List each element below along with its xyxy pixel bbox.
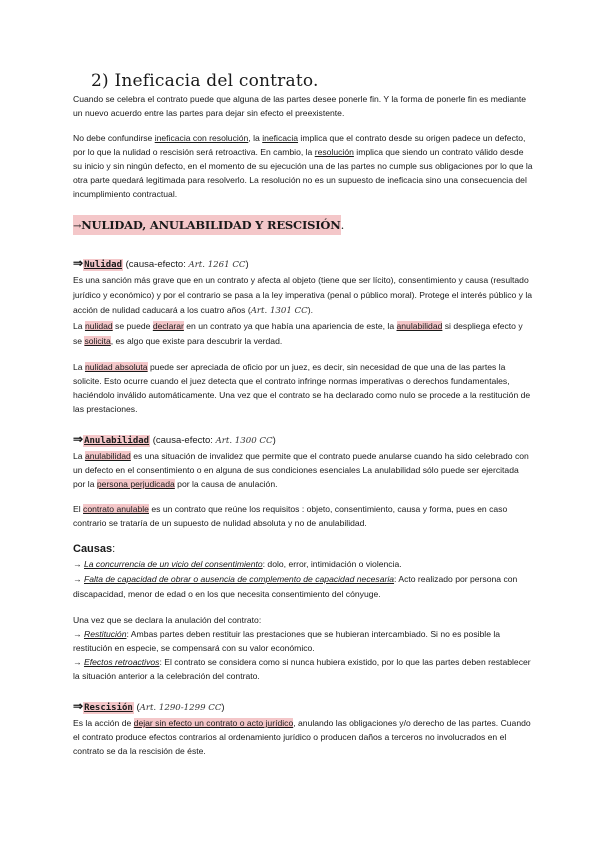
text-run: ) (245, 259, 249, 270)
efecto-item (73, 655, 533, 683)
text-run: implica que el contrato desde su origen padece un defecto, por lo que la nulidad o rescisión será retroactiva. En cambio, la (73, 133, 526, 157)
highlighted-term: contrato anulable (83, 504, 149, 514)
text-run: ) (221, 702, 225, 713)
nulidad-paragraph-3 (73, 360, 533, 416)
anulabilidad-paragraph-1 (73, 449, 533, 491)
underlined-term: ineficacia con resolución (154, 133, 249, 143)
highlighted-term: persona perjudicada (96, 479, 175, 489)
text-run: , anulando las obligaciones y/o derecho de las partes. Cuando el contrato produce efectos contrarios al ordenamiento jurídico o producen daños a terceros no involucrados en el contrato se da la rescisión de éste. (73, 718, 531, 756)
causa-term: La concurrencia de un vicio del consentimiento (83, 559, 263, 569)
text-run: ) (272, 435, 276, 446)
article-reference: Art. 1261 CC (188, 260, 246, 270)
highlighted-term: dejar sin efecto un contrato o acto jurídico (133, 718, 294, 728)
rescision-term: Rescisión (84, 703, 133, 713)
anulabilidad-paragraph-2 (73, 502, 533, 530)
text-run: es una situación de invalidez que permite que el contrato puede anularse cuando ha sido celebrado con un defecto en el consentimiento o en alguna de sus condiciones esenciales La anulabilidad sólo puede ser ejercitada por la (73, 451, 529, 489)
text-run: Es la acción de (73, 718, 134, 728)
anulabilidad-heading (73, 431, 533, 449)
declaracion-intro: Una vez que se declara la anulación del contrato: (73, 615, 262, 625)
rescision-heading (73, 698, 533, 716)
efecto-term: Efectos retroactivos (83, 657, 160, 667)
text-run: por la causa de anulación. (174, 479, 278, 489)
arrow-icon: → (73, 629, 84, 639)
text-run: : Ambas partes deben restituir las prestaciones que se hubieran intercambiado. Si no es posible la restitución en especie, se compensará con su valor económico. (73, 629, 501, 653)
nulidad-term: Nulidad (84, 260, 122, 270)
document-page (73, 70, 533, 758)
text-run: ). (307, 305, 313, 315)
double-arrow-icon: ⇒ (73, 699, 84, 713)
arrow-icon: → (73, 221, 82, 232)
text-run: La (73, 321, 85, 331)
text-run: ( (133, 702, 140, 713)
causa-item (73, 557, 533, 572)
text-run: (causa-efecto: (150, 435, 216, 446)
arrow-icon: → (73, 559, 84, 569)
underlined-term: ineficacia (262, 133, 299, 143)
text-run: : dolo, error, intimidación o violencia. (262, 559, 402, 569)
text-run: : El contrato se considera como si nunca hubiera existido, por lo que las partes deben restablecer la situación anterior a la celebración del contrato. (73, 657, 531, 681)
intro-paragraph: Cuando se celebra el contrato puede que alguna de las partes desee ponerle fin. Y la forma de ponerle fin es mediante un nuevo acuerdo entre las partes para dejar sin efecto el preexistente. (73, 94, 527, 118)
arrow-icon: → (73, 657, 84, 667)
text-run: implica que siendo un contrato válido desde su inicio y sin ningún defecto, en el momento de su ejecución una de las partes no cumple sus obligaciones por lo que la otra parte quedará legitimada para resolverlo. La resolución no es un supuesto de ineficacia sino una consecuencia del incumplimiento contractual. (73, 147, 533, 199)
causa-term: Falta de capacidad de obrar o ausencia de complemento de capacidad necesaria (83, 574, 395, 584)
nulidad-paragraph-1 (73, 273, 533, 319)
text-run: si despliega efecto y se (73, 321, 523, 346)
nulidad-paragraph-2 (73, 319, 533, 349)
text-run: La (73, 362, 85, 372)
text-run: El (73, 504, 84, 514)
text-run: La (73, 451, 85, 461)
article-reference: Art. 1300 CC (215, 436, 273, 446)
double-arrow-icon: ⇒ (73, 432, 84, 446)
causas-label: Causas (73, 543, 113, 555)
causa-item (73, 572, 533, 602)
text-run: : Acto realizado por persona con discapacidad, menor de edad o en los que necesita consentimiento del cónyuge. (73, 574, 518, 599)
highlighted-term: nulidad (84, 321, 113, 331)
text-run: , es algo que existe para descubrir la verdad. (110, 336, 283, 346)
text-run: : (112, 543, 116, 555)
highlighted-term: anulabilidad (84, 451, 131, 461)
highlighted-term: solicita (84, 336, 111, 346)
text-run: , la (248, 133, 263, 143)
highlighted-term: declarar (152, 321, 184, 331)
arrow-icon: → (73, 574, 84, 584)
section-heading-label: NULIDAD, ANULABILIDAD Y RESCISIÓN (81, 218, 341, 232)
causas-heading (73, 541, 533, 557)
text-run: . (340, 218, 345, 232)
efecto-item (73, 627, 533, 655)
underlined-term: resolución (314, 147, 354, 157)
highlighted-term: anulabilidad (396, 321, 443, 331)
text-run: puede ser apreciada de oficio por un juez, es decir, sin necesidad de que una de las partes la solicite. Esto ocurre cuando el juez detecta que el contrato infringe normas imperativas o derechos fundamentales, haciéndolo inválido automáticamente. Una vez que el contrato se ha declarado como nulo se procede a la restitución de las prestaciones. (73, 362, 531, 414)
text-run: (causa-efecto: (123, 259, 189, 270)
section-heading (73, 215, 533, 237)
article-reference: Art. 1301 CC (250, 306, 308, 316)
anulabilidad-term: Anulabilidad (84, 436, 150, 446)
confusion-paragraph (73, 131, 533, 201)
article-reference: Art. 1290-1299 CC (139, 703, 222, 713)
efecto-term: Restitución (83, 629, 127, 639)
text-run: es un contrato que reúne los requisitos : objeto, consentimiento, causa y forma, pues en caso contrario se trataría de un supuesto de nulidad absoluta y no de anulabilidad. (73, 504, 508, 528)
text-run: Es una sanción más grave que en un contrato y afecta al objeto (tiene que ser lícito), consentimiento y causa (resultado jurídico y económico) y por el contrario se pasa a la ley imperativa (penal o público moral). Protege el interés público y la acción de nulidad caducará a los cuatro años ( (73, 275, 533, 315)
text-run: No debe confundirse (73, 133, 155, 143)
double-arrow-icon: ⇒ (73, 256, 84, 270)
text-run: en un contrato ya que había una apariencia de este, la (183, 321, 397, 331)
rescision-paragraph (73, 716, 533, 758)
text-run: se puede (112, 321, 153, 331)
highlighted-term: nulidad absoluta (84, 362, 148, 372)
nulidad-heading (73, 255, 533, 273)
page-title: 2) Ineficacia del contrato. (91, 71, 319, 91)
